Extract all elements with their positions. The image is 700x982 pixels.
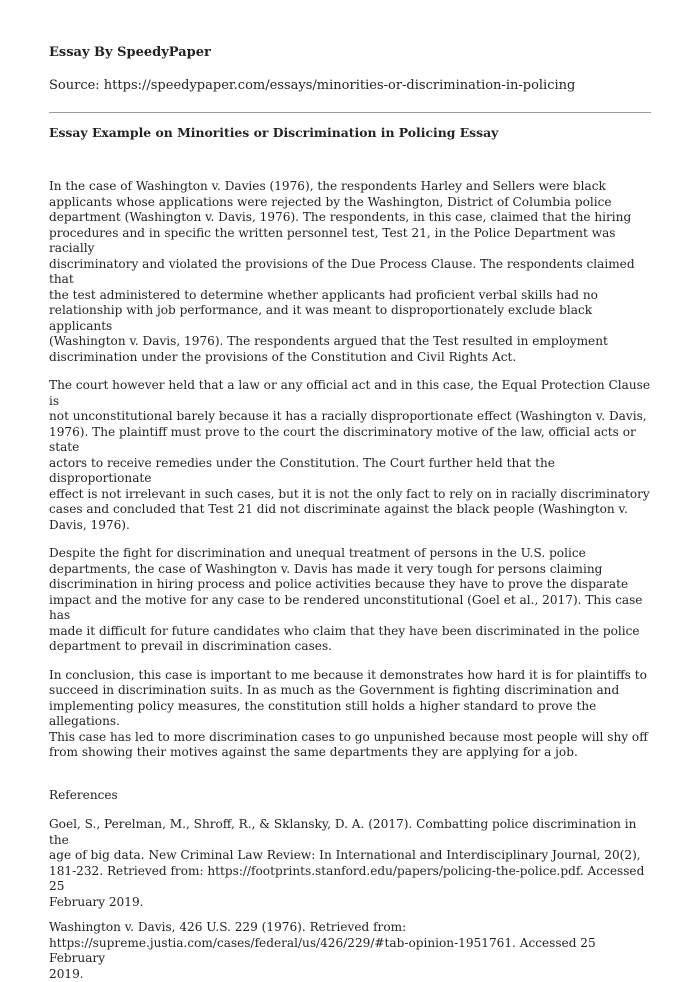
essay-title: Essay Example on Minorities or Discrimination in Policing Essay	[49, 125, 499, 140]
essay-paragraph: Despite the fight for discrimination and unequal treatment of persons in the U.S. police departments, the case of Washington v. Davis has made it very tough for persons claiming discrimination in hiring process and police activities because they have to prove the disparate impact and the motive for any case to be rendered unconstitutional (Goel et al., 2017). This case has made it difficult for future candidates who claim that they have been discriminated in the police department to prevail in discrimination cases.	[49, 546, 643, 653]
essay-paragraph: The court however held that a law or any official act and in this case, the Equal Protection Clause is not unconstitutional barely because it has a racially disproportionate effect (Washington v. Davis, 1976). The plaintiff must prove to the court the discriminatory motive of the law, official acts or state actors to receive remedies under the Constitution. The Court further held that the disproportionate effect is not irrelevant in such cases, but it is not the only fact to rely on in racially discriminatory cases and concluded that Test 21 did not discriminate against the black people (Washington v. Davis, 1976).	[49, 378, 650, 532]
source-line: Source: https://speedypaper.com/essays/minorities-or-discrimination-in-policing	[49, 78, 576, 93]
reference-item: Goel, S., Perelman, M., Shroff, R., & Sklansky, D. A. (2017). Combatting police discrimination in the age of big data. New Criminal Law Review: In International and Interdisciplinary Journal, 20(2), 181-232. Retrieved from: https://footprints.stanford.edu/papers/policing-the-police.pdf. Accessed 25 February 2019.	[49, 817, 645, 909]
essay-body	[49, 179, 651, 761]
essay-paragraph: In conclusion, this case is important to me because it demonstrates how hard it is for plaintiffs to succeed in discrimination suits. In as much as the Government is fighting discrimination and implementing policy measures, the constitution still holds a higher standard to prove the allegations. This case has led to more discrimination cases to go unpunished because most people will shy off from showing their motives against the same departments they are applying for a job.	[49, 667, 648, 759]
reference-item: Washington v. Davis, 426 U.S. 229 (1976). Retrieved from: https://supreme.justia.com/cases/federal/us/426/229/#tab-opinion-1951761. Accessed 25 February 2019.	[49, 920, 596, 981]
header-divider	[49, 112, 651, 113]
references-heading: References	[49, 787, 118, 802]
brand-title: Essay By SpeedyPaper	[49, 45, 211, 60]
essay-paragraph: In the case of Washington v. Davies (1976), the respondents Harley and Sellers were black applicants whose applications were rejected by the Washington, District of Columbia police department (Washington v. Davis, 1976). The respondents, in this case, claimed that the hiring procedures and in specific the written personnel test, Test 21, in the Police Department was racially discriminatory and violated the provisions of the Due Process Clause. The respondents claimed that the test administered to determine whether applicants had proficient verbal skills had no relationship with job performance, and it was meant to disproportionately exclude black applicants (Washington v. Davis, 1976). The respondents argued that the Test resulted in employment discrimination under the provisions of the Constitution and Civil Rights Act.	[49, 179, 635, 364]
